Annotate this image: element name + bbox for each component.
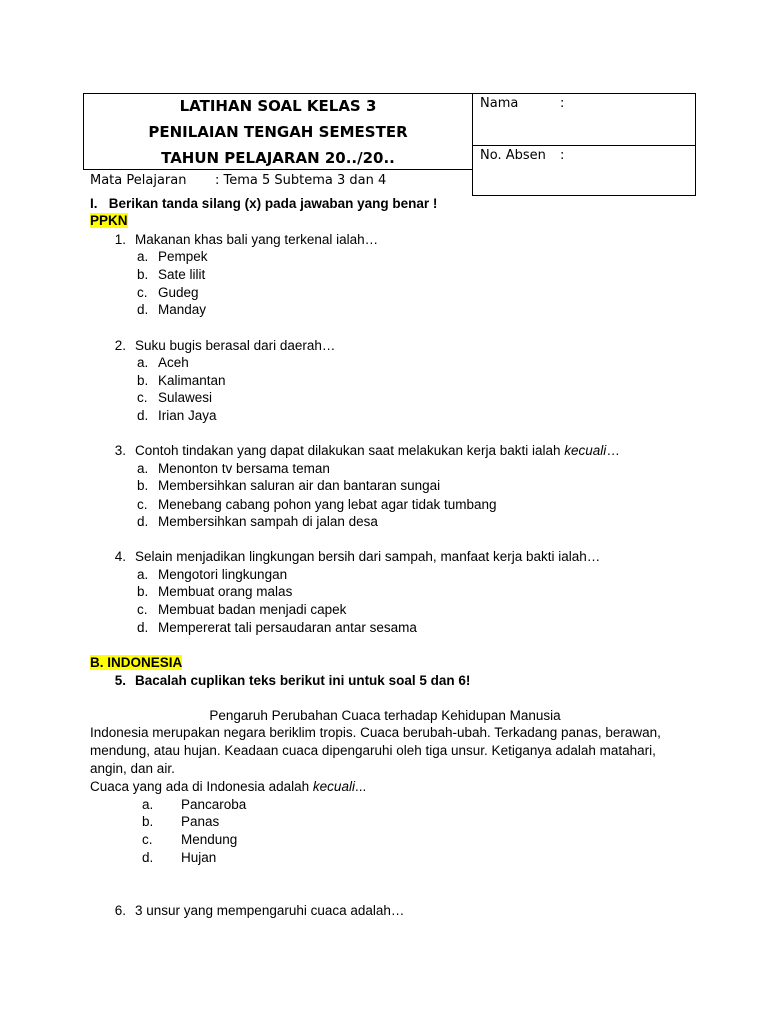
- option-letter: d.: [137, 302, 149, 317]
- question-text-main: Contoh tindakan yang dapat dilakukan saat melakukan kerja bakti ialah: [135, 443, 565, 458]
- passage-question-tail: ...: [354, 779, 367, 794]
- passage-question: [90, 779, 366, 794]
- option-text: Irian Jaya: [158, 408, 217, 423]
- mapel-value: : Tema 5 Subtema 3 dan 4: [215, 173, 387, 188]
- absen-colon: :: [560, 148, 565, 163]
- option-letter: a.: [137, 355, 149, 370]
- option-letter: c.: [137, 602, 148, 617]
- passage-line: Indonesia merupakan negara beriklim tropis. Cuaca berubah-ubah. Terkadang panas, berawan,: [90, 725, 661, 740]
- question-number: 6.: [114, 903, 126, 918]
- option-letter: b.: [142, 814, 154, 829]
- passage-line: angin, dan air.: [90, 761, 175, 776]
- section-title-ppkn: PPKN: [90, 213, 128, 228]
- option-letter: c.: [142, 832, 153, 847]
- question-text: Makanan khas bali yang terkenal ialah…: [135, 232, 379, 247]
- option-letter: c.: [137, 285, 148, 300]
- option-letter: a.: [137, 461, 149, 476]
- option-text: Menebang cabang pohon yang lebat agar tidak tumbang: [158, 497, 497, 512]
- option-text: Sulawesi: [158, 390, 213, 405]
- question-text: 3 unsur yang mempengaruhi cuaca adalah…: [135, 903, 405, 918]
- option-text: Hujan: [181, 850, 217, 865]
- nama-label: Nama: [480, 96, 519, 111]
- option-letter: d.: [137, 408, 149, 423]
- option-letter: a.: [142, 797, 154, 812]
- option-letter: d.: [142, 850, 154, 865]
- option-text: Mengotori lingkungan: [158, 567, 288, 582]
- header-title-line-3: TAHUN PELAJARAN 20../20..: [161, 149, 395, 167]
- passage-question-italic: kecuali: [312, 779, 355, 794]
- option-text: Sate lilit: [158, 267, 206, 282]
- instruction-number: I.: [90, 196, 98, 211]
- option-letter: b.: [137, 373, 149, 388]
- question-number: 3.: [114, 443, 126, 458]
- nama-colon: :: [560, 96, 565, 111]
- question-text-tail: …: [606, 443, 620, 458]
- option-text: Panas: [181, 814, 220, 829]
- mapel-label: Mata Pelajaran: [90, 173, 187, 188]
- question-text-italic: kecuali: [564, 443, 607, 458]
- passage-title: Pengaruh Perubahan Cuaca terhadap Kehidupan Manusia: [209, 708, 561, 723]
- option-text: Membersihkan saluran air dan bantaran sungai: [158, 478, 441, 493]
- option-text: Mendung: [181, 832, 238, 847]
- question-text: [135, 443, 620, 458]
- absen-label: No. Absen: [480, 148, 546, 163]
- option-letter: b.: [137, 584, 149, 599]
- option-text: Pancaroba: [181, 797, 247, 812]
- question-text: Selain menjadikan lingkungan bersih dari sampah, manfaat kerja bakti ialah…: [135, 549, 601, 564]
- option-text: Menonton tv bersama teman: [158, 461, 330, 476]
- question-text: Suku bugis berasal dari daerah…: [135, 338, 336, 353]
- passage-line: mendung, atau hujan. Keadaan cuaca dipengaruhi oleh tiga unsur. Ketiganya adalah matahari,: [90, 743, 656, 758]
- option-letter: d.: [137, 620, 149, 635]
- section-title-indonesia: B. INDONESIA: [90, 655, 183, 670]
- question-number: 2.: [114, 338, 126, 353]
- option-text: Membersihkan sampah di jalan desa: [158, 514, 378, 529]
- question-number: 5.: [114, 673, 126, 688]
- question-number: 4.: [114, 549, 126, 564]
- instruction-text: Berikan tanda silang (x) pada jawaban yang benar !: [108, 196, 438, 211]
- option-text: Mempererat tali persaudaran antar sesama: [158, 620, 417, 635]
- instruction: [90, 196, 437, 211]
- header-title-line-2: PENILAIAN TENGAH SEMESTER: [148, 123, 408, 141]
- option-text: Pempek: [158, 249, 208, 264]
- header-title-line-1: LATIHAN SOAL KELAS 3: [179, 97, 377, 115]
- option-text: Membuat badan menjadi capek: [158, 602, 347, 617]
- option-letter: d.: [137, 514, 149, 529]
- question-text: Bacalah cuplikan teks berikut ini untuk soal 5 dan 6!: [135, 673, 471, 688]
- option-letter: c.: [137, 497, 148, 512]
- passage: [90, 724, 680, 778]
- option-text: Aceh: [158, 355, 189, 370]
- question-number: 1.: [114, 232, 126, 247]
- option-letter: b.: [137, 267, 149, 282]
- option-letter: a.: [137, 567, 149, 582]
- option-text: Kalimantan: [158, 373, 226, 388]
- option-letter: b.: [137, 478, 149, 493]
- option-text: Manday: [158, 302, 207, 317]
- option-text: Membuat orang malas: [158, 584, 293, 599]
- option-letter: c.: [137, 390, 148, 405]
- option-text: Gudeg: [158, 285, 199, 300]
- option-letter: a.: [137, 249, 149, 264]
- passage-question-text: Cuaca yang ada di Indonesia adalah: [90, 779, 313, 794]
